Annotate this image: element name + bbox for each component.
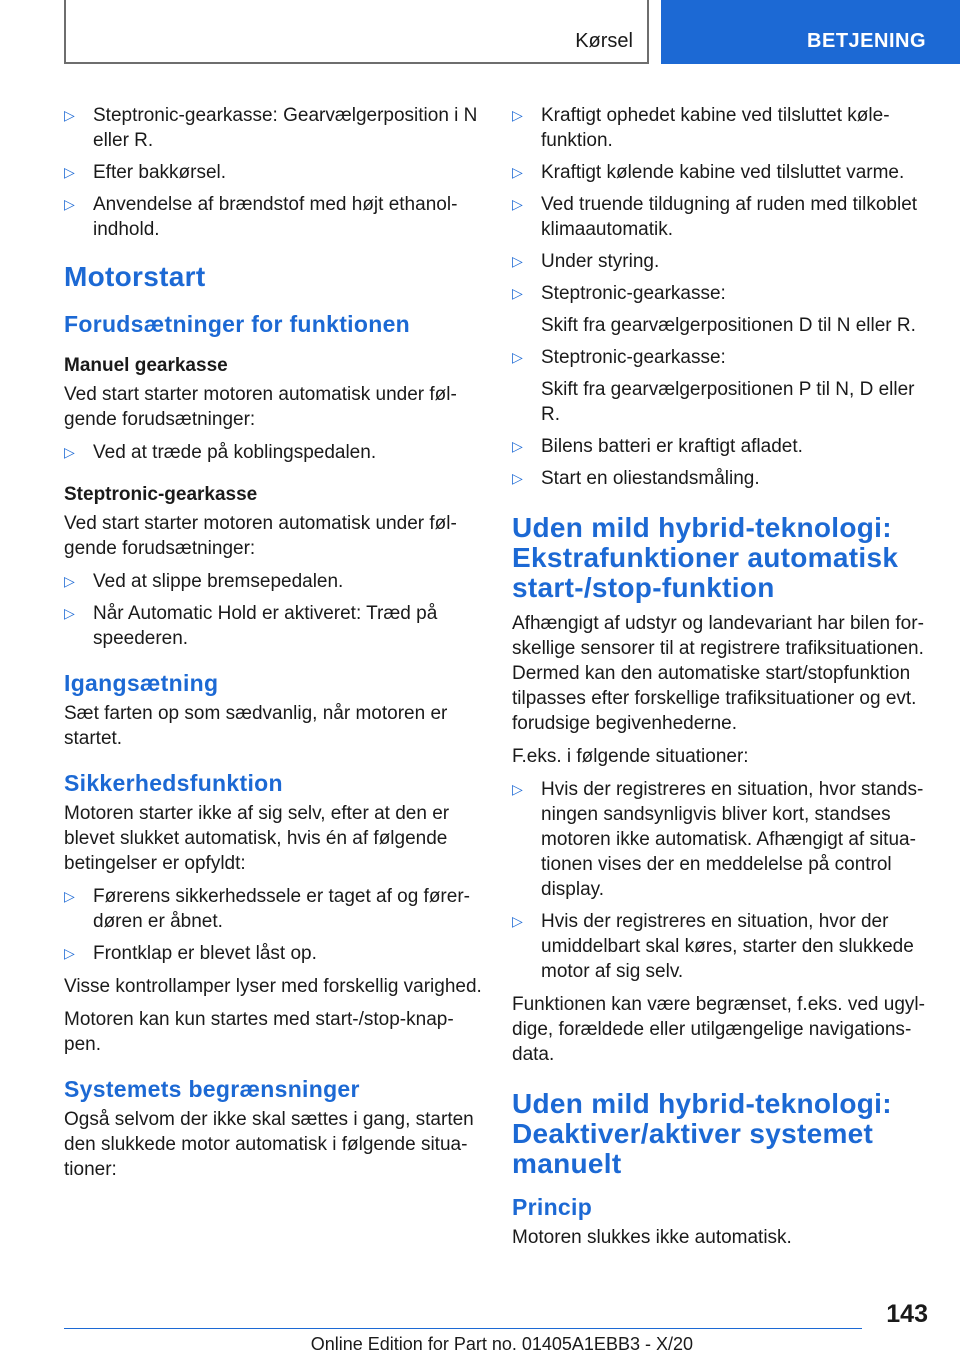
list-item-text: Start en oliestandsmåling. xyxy=(541,468,760,489)
triangle-bullet-icon: ▷ xyxy=(512,285,523,301)
paragraph-sikkerhed: Motoren starter ikke af sig selv, efter at den er blevet slukket automatisk, hvis én af følgende betingelser er opfyldt: xyxy=(64,803,450,874)
footer-edition: Online Edition for Part no. 01405A1EBB3 - X/20 xyxy=(310,1334,693,1354)
page-number: 143 xyxy=(886,1300,928,1328)
list-item xyxy=(64,103,482,153)
paragraph-begraensninger: Også selvom der ikke skal sættes i gang, starten den slukkede motor automatisk i følgende situationer: xyxy=(64,1109,474,1180)
list-item-text: Bilens batteri er kraftigt afladet. xyxy=(541,436,803,457)
heading-ekstrafunktioner: Uden mild hybrid-teknologi: Ekstrafunktioner automatisk start-/stop-funktion xyxy=(512,512,899,603)
list-item-text: Anvendelse af brændstof med højt ethanolindhold. xyxy=(93,194,458,240)
list-item-text: Frontklap er blevet låst op. xyxy=(93,943,317,964)
paragraph-manuel: Ved start starter motoren automatisk under følgende forudsætninger: xyxy=(64,384,457,430)
list-item xyxy=(512,909,928,984)
paragraph-ekstrafunktioner: Afhængigt af udstyr og landevariant har bilen forskellige sensorer til at registrere trafiksituationen. Dermed kan den automatiske start/stopfunktion tilpasses efter forskellige trafiksituationer og evt. forudsige begivenhederne. xyxy=(512,613,924,734)
list-item-text: Steptronic-gearkasse: xyxy=(541,347,726,368)
triangle-bullet-icon: ▷ xyxy=(512,438,523,454)
heading-igangsaetning: Igangsætning xyxy=(64,670,219,696)
steptronic-list xyxy=(64,569,482,651)
manuel-list xyxy=(64,440,482,465)
triangle-bullet-icon: ▷ xyxy=(512,164,523,180)
list-item-text: Kraftigt ophedet kabine ved tilsluttet kølefunktion. xyxy=(541,105,890,151)
list-item xyxy=(64,160,482,185)
list-item-text: Ved truende tildugning af ruden med tilkoblet klimaautomatik. xyxy=(541,194,918,240)
triangle-bullet-icon: ▷ xyxy=(64,945,75,961)
triangle-bullet-icon: ▷ xyxy=(64,107,75,123)
triangle-bullet-icon: ▷ xyxy=(64,444,75,460)
list-item-text: Ved at slippe bremsepedalen. xyxy=(93,571,344,592)
list-item xyxy=(64,440,482,465)
triangle-bullet-icon: ▷ xyxy=(512,253,523,269)
heading-motorstart: Motorstart xyxy=(64,261,206,292)
triangle-bullet-icon: ▷ xyxy=(512,913,523,929)
triangle-bullet-icon: ▷ xyxy=(512,781,523,797)
paragraph-funktion-begraenset: Funktionen kan være begrænset, f.eks. ved ugyldige, forældede eller utilgængelige navigationsdata. xyxy=(512,994,925,1065)
list-item xyxy=(512,466,928,491)
list-item xyxy=(512,345,928,427)
list-item xyxy=(512,777,928,902)
list-item xyxy=(512,434,928,459)
heading-princip: Princip xyxy=(512,1194,593,1220)
list-item xyxy=(512,103,928,153)
list-item xyxy=(64,884,482,934)
list-item xyxy=(512,160,928,185)
list-item-text: Hvis der registreres en situation, hvor der umiddelbart skal køres, starter den slukkede motor af sig selv. xyxy=(541,911,914,982)
subheading-steptronic: Steptronic-gearkasse xyxy=(64,484,258,505)
list-item-text: Ved at træde på koblingspedalen. xyxy=(93,442,377,463)
list-item-text: Når Automatic Hold er aktiveret: Træd på speederen. xyxy=(93,603,438,649)
heading-forudsaetninger: Forudsætninger for funktionen xyxy=(64,311,411,337)
list-item xyxy=(64,569,482,594)
list-item-text: Efter bakkørsel. xyxy=(93,162,227,183)
list-item xyxy=(64,192,482,242)
list-item-subtext: Skift fra gearvælgerpositionen D til N eller R. xyxy=(541,315,916,336)
list-item-subtext: Skift fra gearvælgerpositionen P til N, D eller R. xyxy=(541,379,915,425)
heading-sikkerhedsfunktion: Sikkerhedsfunktion xyxy=(64,770,283,796)
list-item xyxy=(64,601,482,651)
paragraph-princip: Motoren slukkes ikke automatisk. xyxy=(512,1227,792,1248)
triangle-bullet-icon: ▷ xyxy=(64,888,75,904)
section-tab xyxy=(661,0,960,64)
paragraph-start-stop: Motoren kan kun startes med start-/stop-knappen. xyxy=(64,1009,454,1055)
sikkerhed-list xyxy=(64,884,482,966)
triangle-bullet-icon: ▷ xyxy=(512,196,523,212)
triangle-bullet-icon: ▷ xyxy=(512,349,523,365)
list-item xyxy=(64,941,482,966)
list-item-text: Under styring. xyxy=(541,251,660,272)
intro-list xyxy=(64,103,482,242)
paragraph-kontrollamper: Visse kontrollamper lyser med forskellig varighed. xyxy=(64,976,482,997)
section-title: BETJENING xyxy=(807,30,926,52)
situation-list xyxy=(512,103,928,491)
footer-divider xyxy=(64,1328,862,1329)
triangle-bullet-icon: ▷ xyxy=(512,107,523,123)
chapter-tab xyxy=(64,0,649,64)
list-item xyxy=(512,249,928,274)
list-item xyxy=(512,281,928,338)
right-column xyxy=(512,103,928,1258)
heading-deaktiver-aktiver: Uden mild hybrid-teknologi: Deaktiver/aktiver systemet manuelt xyxy=(512,1088,892,1179)
triangle-bullet-icon: ▷ xyxy=(64,196,75,212)
heading-systemets-begraensninger: Systemets begrænsninger xyxy=(64,1076,360,1102)
list-item-text: Steptronic-gearkasse: Gearvælgerposition i N eller R. xyxy=(93,105,478,151)
triangle-bullet-icon: ▷ xyxy=(64,605,75,621)
ekstra-list xyxy=(512,777,928,984)
subheading-manuel-gearkasse: Manuel gearkasse xyxy=(64,355,228,376)
chapter-title: Kørsel xyxy=(575,30,633,52)
list-item xyxy=(512,192,928,242)
list-item-text: Hvis der registreres en situation, hvor standsningen sandsynligvis bliver kort, standses motoren ikke automatisk. Afhængigt af situationen vises der en meddelelse på control display. xyxy=(541,779,924,900)
list-item-text: Steptronic-gearkasse: xyxy=(541,283,726,304)
triangle-bullet-icon: ▷ xyxy=(64,573,75,589)
paragraph-igangsaetning: Sæt farten op som sædvanlig, når motoren er startet. xyxy=(64,703,448,749)
list-item-text: Førerens sikkerhedssele er taget af og førerdøren er åbnet. xyxy=(93,886,470,932)
left-column xyxy=(64,103,482,1190)
list-item-text: Kraftigt kølende kabine ved tilsluttet varme. xyxy=(541,162,905,183)
paragraph-eksempel: F.eks. i følgende situationer: xyxy=(512,746,749,767)
paragraph-steptronic: Ved start starter motoren automatisk under følgende forudsætninger: xyxy=(64,513,457,559)
triangle-bullet-icon: ▷ xyxy=(512,470,523,486)
triangle-bullet-icon: ▷ xyxy=(64,164,75,180)
